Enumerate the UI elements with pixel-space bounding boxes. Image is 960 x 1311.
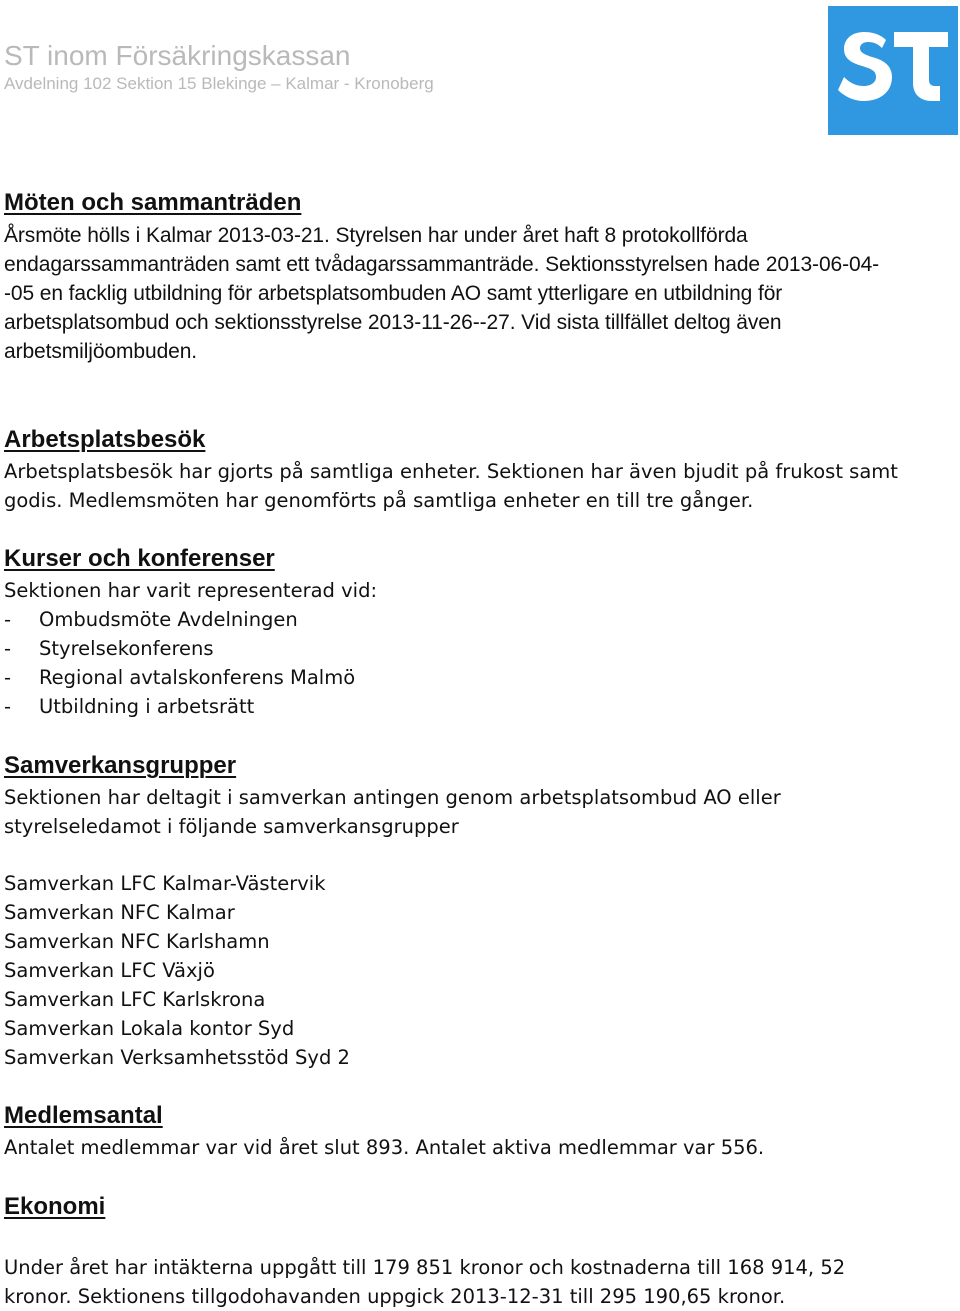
page-title: ST inom Försäkringskassan [4,40,351,71]
list-bullet: - [4,666,12,689]
st-logo [828,6,958,135]
section-heading: Arbetsplatsbesök [4,426,206,453]
list-item-text: Ombudsmöte Avdelningen [39,608,298,631]
section-heading: Samverkansgrupper [4,752,237,779]
samverkan-group-list [4,869,954,1072]
section-text: Under året har intäkterna uppgått till 179 851 kronor och kostnaderna till 168 914, 52 kronor. Sektionens tillgodohavanden uppgick 2013-12-31 till 295 190,65 kronor. [4,1256,846,1308]
section-intro: Sektionen har varit representerad vid: [4,579,378,602]
list-item-text: Regional avtalskonferens Malmö [39,666,356,689]
list-item: Samverkan Verksamhetsstöd Syd 2 [4,1046,350,1069]
list-item: Samverkan LFC Växjö [4,959,215,982]
list-bullet: - [4,637,12,660]
page-subtitle: Avdelning 102 Sektion 15 Blekinge – Kalmar - Kronoberg [4,74,434,93]
list-item [4,634,954,663]
section-arbetsplatsbesok [4,424,954,515]
section-text: Antalet medlemmar var vid året slut 893. Antalet aktiva medlemmar var 556. [4,1136,765,1159]
list-item: Samverkan LFC Karlskrona [4,988,266,1011]
list-item [4,605,954,634]
section-heading: Möten och sammanträden [4,189,302,216]
section-kurser [4,543,954,721]
list-item: Samverkan NFC Kalmar [4,901,235,924]
section-samverkan [4,750,954,1072]
section-text: Sektionen har deltagit i samverkan antingen genom arbetsplatsombud AO eller styrelseledamot i följande samverkansgrupper [4,786,781,838]
list-bullet: - [4,608,12,631]
conference-list [4,605,954,721]
list-item [4,692,954,721]
section-medlemsantal [4,1100,954,1162]
section-ekonomi [4,1191,954,1311]
list-bullet: - [4,695,12,718]
list-item: Samverkan Lokala kontor Syd [4,1017,295,1040]
list-item-text: Styrelsekonferens [39,637,214,660]
section-heading: Kurser och konferenser [4,545,275,572]
section-heading: Ekonomi [4,1193,106,1220]
section-moten [4,187,954,366]
list-item [4,663,954,692]
list-item: Samverkan NFC Karlshamn [4,930,270,953]
section-heading: Medlemsantal [4,1102,163,1129]
section-text: Årsmöte hölls i Kalmar 2013-03-21. Styrelsen har under året haft 8 protokollförda endagarssammanträden samt ett tvådagarssammanträde. Sektionsstyrelsen hade 2013-06-04--05 en facklig utbildning för arbetsplatsombuden AO samt ytterligare en utbildning för arbetsplatsombud och sektionsstyrelse 2013-11-26--27. Vid sista tillfället deltog även arbetsmiljöombuden. [4,224,880,363]
list-item-text: Utbildning i arbetsrätt [39,695,255,718]
list-item: Samverkan LFC Kalmar-Västervik [4,872,326,895]
section-text: Arbetsplatsbesök har gjorts på samtliga enheter. Sektionen har även bjudit på frukost samt godis. Medlemsmöten har genomförts på samtliga enheter en till tre gånger. [4,460,898,512]
